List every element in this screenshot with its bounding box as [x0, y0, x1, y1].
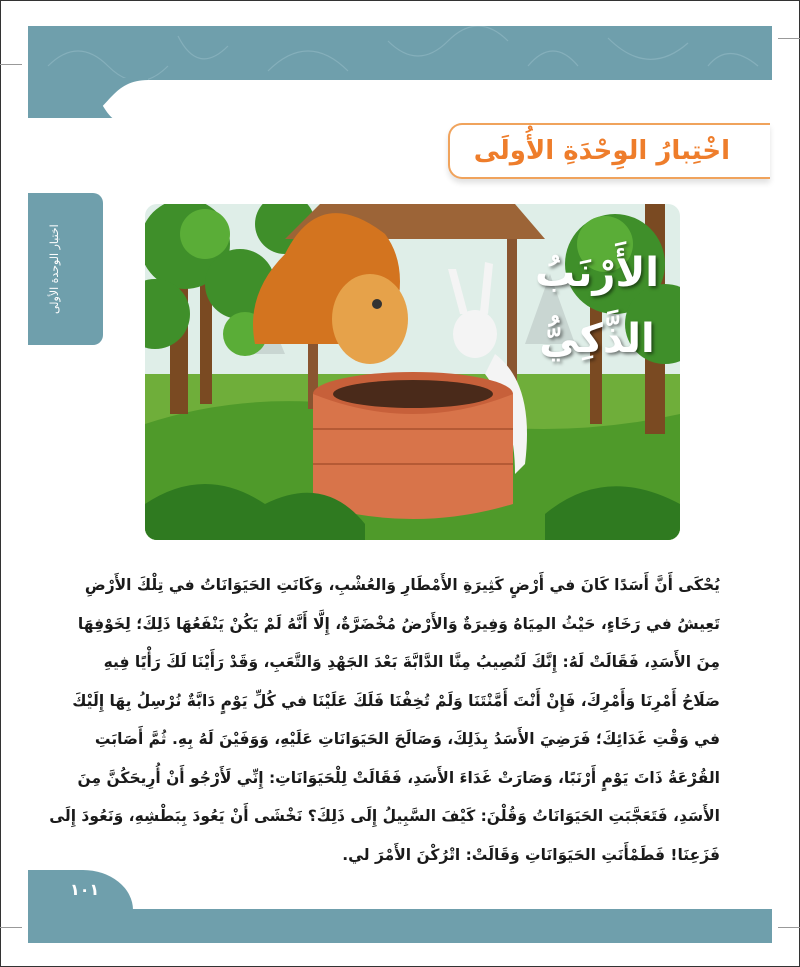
story-line: في وَقْتِ غَدَائِكَ؛ فَرَضِيَ الأَسَدُ بِذَلِكَ، وَصَالَحَ الحَيَوَانَاتِ عَلَيْهِ، وَوَفَيْنَ لَهُ بِهِ. ثُمَّ أَصَابَتِ: [94, 730, 720, 748]
side-tab-label: اختبار الوحدة الأولى: [48, 224, 61, 314]
section-title: اخْتِبارُ الوِحْدَةِ الأُولَى: [473, 136, 730, 166]
story-line: الأَسَدِ، فَتَعَجَّبَتِ الحَيَوَانَاتُ وَقُلْنَ: كَيْفَ السَّبِيلُ إِلَى ذَلِكَ؟ نَخْشَى أَنْ يَعُودَ بِبَطْشِهِ، وَنَعُودَ إِلَى: [49, 807, 720, 825]
crop-mark: [0, 64, 22, 65]
calligraphy-pattern: [28, 26, 772, 80]
header-curve: [28, 78, 148, 120]
story-illustration: [145, 204, 680, 540]
header-band: [28, 26, 772, 80]
footer-band: [28, 909, 772, 943]
story-text: [49, 566, 720, 874]
story-line: يُحْكَى أَنَّ أَسَدًا كَانَ في أَرْضٍ كَثِيرَةِ الأَمْطَارِ وَالعُشْبِ، وَكَانَتِ الحَيَوَانَاتُ في تِلْكَ الأَرْضِ: [84, 576, 720, 594]
story-line: مِنَ الأَسَدِ، فَقَالَتْ لَهُ: إِنَّكَ لَتُصِيبُ مِنَّا الدَّابَّةَ بَعْدَ الجَهْدِ وَالتَّعَبِ، وَقَدْ رَأَيْنَا لَكَ رَأْيًا فِيهِ: [103, 653, 720, 671]
crop-mark: [0, 927, 22, 928]
story-line: صَلَاحُ أَمْرِنَا وَأَمْرِكَ، فَإِنْ أَنْتَ أَمَّنْتَنَا وَلَمْ تُخِفْنَا فَلَكَ عَلَيْنَا في كُلِّ يَوْمٍ دَابَّةٌ نُرْسِلُ بِهَا إِلَيْكَ: [72, 691, 720, 710]
page-number: ١٠١: [70, 880, 100, 899]
crop-mark: [778, 38, 800, 39]
section-title-box: [448, 123, 770, 179]
story-line: تَعِيشُ في رَخَاءٍ، حَيْثُ المِيَاهُ وَفِيرَةٌ وَالأَرْضُ مُخْضَرَّةٌ، إِلَّا أَنَّهُ لَمْ يَكُنْ يَنْفَعُهَا ذَلِكَ؛ لِخَوْفِهَا: [77, 614, 720, 633]
story-title-line2: الذَّكِيُّ: [539, 316, 655, 362]
crop-mark: [778, 927, 800, 928]
story-title-line1: الأَرْنَبُ: [535, 250, 659, 296]
story-title: [532, 240, 662, 372]
story-line: القُرْعَةُ ذَاتَ يَوْمٍ أَرْنَبًا، وَصَارَتْ غَدَاءَ الأَسَدِ، فَقَالَتْ لِلْحَيَوَانَاتِ: إِنِّي لَأَرْجُو أَنْ أُرِيحَكُنَّ مِنَ: [77, 768, 720, 787]
story-line: فَزَعِنَا! فَطَمْأَنَتِ الحَيَوَانَاتِ وَقَالَتْ: اتْرُكْنَ الأَمْرَ لي.: [342, 845, 720, 864]
